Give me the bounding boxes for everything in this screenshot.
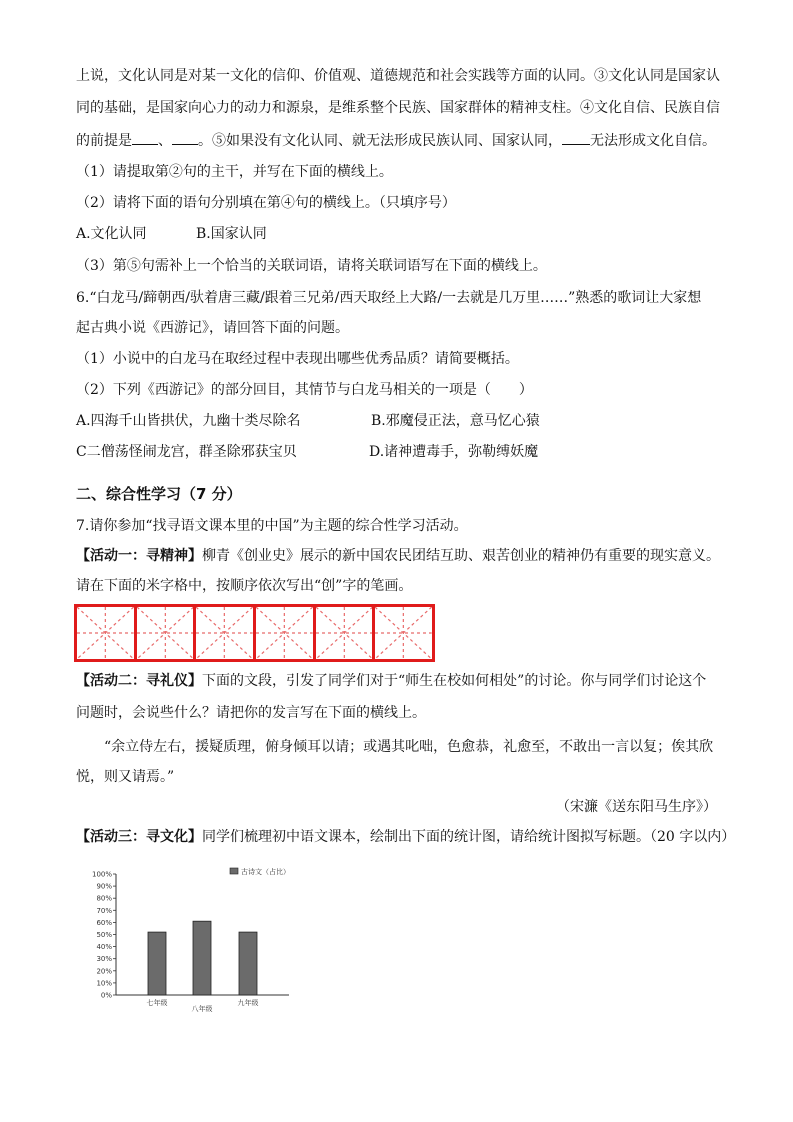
section-heading: 二、综合性学习（7 分） bbox=[76, 485, 242, 503]
q6-line1: 6.“白龙马/蹄朝西/驮着唐三藏/跟着三兄弟/西天取经上大路/一去就是几万里……”熟悉的歌词让大家想 bbox=[76, 290, 702, 306]
quote-line2: 悦，则又请焉。” bbox=[76, 769, 175, 785]
x-tick-label: 八年级 bbox=[191, 1005, 213, 1013]
activity1-tag: 【活动一：寻精神】 bbox=[76, 548, 202, 564]
activity2-tag: 【活动二：寻礼仪】 bbox=[76, 673, 202, 689]
q6-option-d: D.诸神遭毒手，弥勒缚妖魔 bbox=[369, 444, 539, 460]
q5-line3-start: 的前提是 bbox=[76, 133, 132, 149]
grid-cell[interactable] bbox=[316, 607, 376, 659]
activity2-line2: 问题时，会说些什么？请把你的发言写在下面的横线上。 bbox=[76, 705, 426, 721]
q6-line2: 起古典小说《西游记》，请回答下面的问题。 bbox=[76, 320, 349, 336]
activity1-text: 柳青《创业史》展示的新中国农民团结互助、艰苦创业的精神仍有重要的现实意义。 bbox=[202, 548, 720, 564]
quote-line1: “余立侍左右，援疑质理，俯身倾耳以请；或遇其叱咄，色愈恭，礼愈至，不敢出一言以复；俟其欣 bbox=[104, 739, 714, 755]
quote-source: （宋濂《送东阳马生序》） bbox=[556, 799, 717, 815]
x-tick-label: 九年级 bbox=[237, 999, 259, 1007]
legend-label: 古诗文（占比） bbox=[241, 868, 290, 876]
activity1-line2: 请在下面的米字格中，按顺序依次写出“创”字的笔画。 bbox=[76, 578, 413, 594]
legend-swatch bbox=[230, 868, 238, 874]
bar-chart bbox=[84, 860, 304, 1020]
y-tick-label: 0% bbox=[100, 991, 112, 1000]
q6-sub1: （1）小说中的白龙马在取经过程中表现出哪些优秀品质？请简要概括。 bbox=[76, 351, 519, 367]
y-tick-label: 100% bbox=[91, 870, 112, 879]
y-tick-label: 30% bbox=[96, 955, 112, 964]
activity2-line1 bbox=[76, 671, 706, 691]
q5-sub3: （3）第⑤句需补上一个恰当的关联词语，请将关联词语写在下面的横线上。 bbox=[76, 258, 547, 274]
y-tick-label: 10% bbox=[96, 979, 112, 988]
grid-cell[interactable] bbox=[196, 607, 256, 659]
x-tick-label: 七年级 bbox=[146, 999, 168, 1007]
activity2-text: 下面的文段，引发了同学们对于“师生在校如何相处”的讨论。你与同学们讨论这个 bbox=[202, 673, 707, 689]
activity3-text: 同学们梳理初中语文课本，绘制出下面的统计图，请给统计图拟写标题。（20 字以内） bbox=[202, 829, 736, 845]
q5-line1: 上说，文化认同是对某一文化的信仰、价值观、道德规范和社会实践等方面的认同。③文化认同是国家认 bbox=[76, 68, 720, 84]
q6-option-a: A.四海千山皆拱伏，九幽十类尽除名 bbox=[76, 413, 301, 429]
activity3-tag: 【活动三：寻文化】 bbox=[76, 829, 202, 845]
bar-1 bbox=[148, 932, 166, 995]
grid-cell[interactable] bbox=[77, 607, 137, 659]
q7-intro: 7.请你参加“找寻语文课本里的中国”为主题的综合性学习活动。 bbox=[76, 518, 468, 534]
q5-sub2: （2）请将下面的语句分别填在第④句的横线上。（只填序号） bbox=[76, 195, 456, 211]
y-tick-label: 80% bbox=[96, 894, 112, 903]
writing-grid bbox=[74, 604, 435, 662]
bar-2 bbox=[193, 921, 211, 995]
q5-line3-sep: 、 bbox=[158, 133, 172, 149]
y-tick-label: 90% bbox=[96, 882, 112, 891]
activity3-line bbox=[76, 827, 735, 847]
q6-option-c: C二僧荡怪闹龙宫，群圣除邪获宝贝 bbox=[76, 444, 297, 460]
grid-cell[interactable] bbox=[137, 607, 197, 659]
q6-option-b: B.邪魔侵正法，意马忆心猿 bbox=[371, 413, 540, 429]
y-tick-label: 20% bbox=[96, 967, 112, 976]
q6-sub2: （2）下列《西游记》的部分回目，其情节与白龙马相关的一项是（ ） bbox=[76, 382, 533, 398]
y-tick-label: 70% bbox=[96, 906, 112, 915]
y-tick-label: 60% bbox=[96, 918, 112, 927]
q5-option-a: A.文化认同 bbox=[76, 226, 147, 242]
answer-blank-3[interactable] bbox=[562, 130, 590, 145]
q5-line3-mid: 。⑤如果没有文化认同、就无法形成民族认同、国家认同， bbox=[198, 133, 562, 149]
q5-option-b: B.国家认同 bbox=[196, 226, 267, 242]
answer-blank-2[interactable] bbox=[172, 130, 198, 145]
q5-line3-end: 无法形成文化自信。 bbox=[590, 133, 716, 149]
q5-sub1: （1）请提取第②句的主干，并写在下面的横线上。 bbox=[76, 164, 393, 180]
y-tick-label: 50% bbox=[96, 931, 112, 939]
y-tick-label: 40% bbox=[96, 943, 112, 952]
grid-cell[interactable] bbox=[375, 607, 432, 659]
bar-3 bbox=[239, 932, 257, 995]
q5-line3 bbox=[76, 130, 716, 151]
activity1-line1 bbox=[76, 546, 720, 566]
q5-line2: 同的基础，是国家向心力的动力和源泉，是维系整个民族、国家群体的精神支柱。④文化自信、民族自信 bbox=[76, 100, 720, 116]
grid-cell[interactable] bbox=[256, 607, 316, 659]
answer-blank-1[interactable] bbox=[132, 130, 158, 145]
